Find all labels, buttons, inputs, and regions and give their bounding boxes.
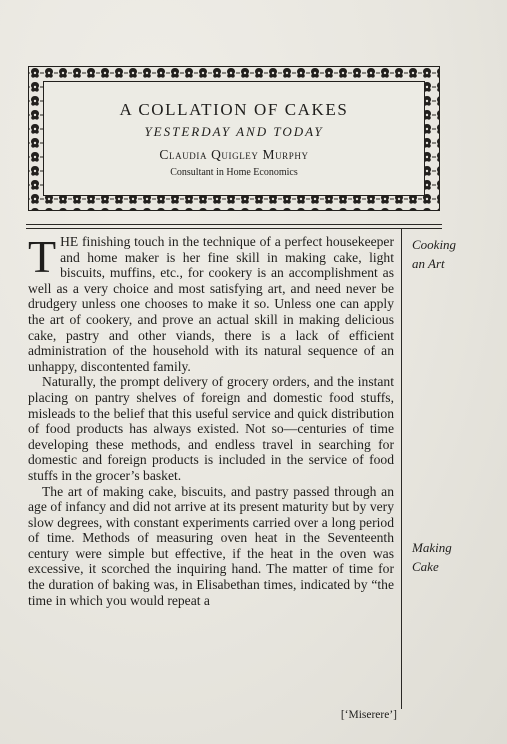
page-subtitle: YESTERDAY AND TODAY	[144, 124, 324, 139]
paragraph: The art of making cake, biscuits, and pastry passed through an age of infancy and did not arrive at its present maturity but by very slow degrees, with constant experiments carried over a long period of time. Methods of measuring oven heat in the Seventeenth century were simple but effective, if the heat in the oven was excessive, it scorched the inquiring hand. The matter of time for the duration of baking was, in Elisabethan times, indicated by “the time in which you would repeat a	[28, 483, 394, 608]
margin-note-line: an Art	[412, 256, 445, 271]
paragraph: Naturally, the prompt delivery of grocery orders, and the instant placing on pantry shelves of foreign and domestic food stuffs, misleads to the belief that this useful service and quick distribution of food products has always existed. Not so—centuries of time developing these methods, and endless travel in searching for domestic and foreign products is included in the service of food stuffs in the grocer’s basket.	[28, 374, 394, 483]
catchword: [‘Miserere’]	[340, 709, 397, 721]
article-body	[28, 231, 394, 608]
top-rule-2	[26, 228, 442, 229]
page-title: A COLLATION OF CAKES	[119, 100, 349, 119]
drop-cap: T	[28, 231, 57, 282]
margin-rule	[401, 229, 402, 709]
paragraph	[28, 231, 394, 374]
margin-note-cooking	[412, 235, 456, 273]
margin-note-making	[412, 538, 452, 576]
margin-note-line: Making	[412, 540, 452, 555]
author-name: Claudia Quigley Murphy	[159, 147, 309, 162]
top-rule	[26, 224, 442, 225]
margin-note-line: Cooking	[412, 237, 457, 252]
author-role: Consultant in Home Economics	[170, 167, 298, 178]
paragraph-text: HE finishing touch in the technique of a perfect housekeeper and home maker is her fine skill in making cake, light biscuits, muffins, etc., for cookery is an accomplishment as well as a very choice and most satisfying art, and need never be drudgery unless one chooses to make it so. Unless one can apply the art of cookery, and prove an actual skill in making delicious cake, pastry and other viands, there is a lack of efficient administration of the household with its natural sequence of an unhappy, discontented family.	[28, 234, 394, 374]
margin-note-line: Cake	[412, 559, 439, 574]
title-frame	[28, 66, 440, 211]
